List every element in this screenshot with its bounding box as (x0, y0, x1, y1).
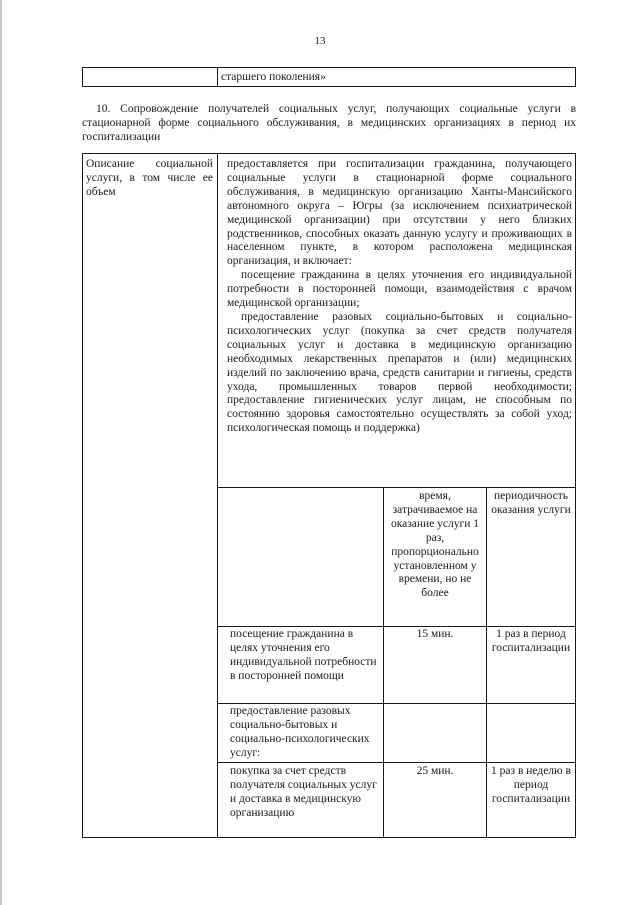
table-border-col1 (217, 153, 218, 838)
table-border-top (82, 153, 576, 154)
table-border-right (575, 153, 576, 838)
row-name: покупка за счет средств получателя социальных услуг и доставка в медицинскую организацию (230, 765, 377, 819)
row-frequency: 1 раз в период госпитализации (491, 628, 571, 654)
table-border-left (82, 153, 83, 838)
page-number: 13 (314, 35, 326, 47)
row-name: посещение гражданина в целях уточнения его индивидуальной потребности в посторонней помощи (230, 628, 377, 682)
service-description (227, 158, 572, 436)
top-row-border-mid (217, 67, 218, 87)
description-item-visit: посещение гражданина в целях уточнения его индивидуальной потребности в посторонней помощи, взаимодействия с врачом медицинской организации; (227, 269, 572, 310)
top-row-border-right (575, 67, 576, 87)
table-border-bottom (82, 837, 576, 838)
subtable-row3-top (217, 762, 576, 763)
service-label-cell: Описание социальной услуги, в том числе ее объем (86, 158, 213, 198)
scan-edge (0, 0, 2, 905)
top-row-line-top (82, 67, 576, 68)
top-row-text: старшего поколения» (221, 71, 326, 83)
description-item-services: предоставление разовых социально-бытовых и социально-психологических услуг (покупка за счет средств получателя социальных услуг и доставка в медицинскую организацию необходимых лекарственных препаратов и (или) медицинских изделий по заключению врача, средств санитарии и гигиены, средств ухода, промышленных товаров первой необходимости; предоставление гигиенических услуг лицам, не способным по состоянию здоровья самостоятельно осуществлять за собой уход; психологическая помощь и поддержка) (227, 310, 572, 435)
header-time: время, затрачиваемое на оказание услуги 1 раз, пропорционально установленном у времени, но не более (390, 490, 480, 600)
row-time: 25 мин. (416, 765, 454, 777)
subtable-row2-top (217, 703, 576, 704)
subtable-col-freq (486, 487, 487, 838)
row-time: 15 мин. (416, 628, 454, 640)
description-intro: предоставляется при госпитализации гражданина, получающего социальные услуги в стационарной форме социального обслуживания, в медицинскую организацию Ханты-Мансийского автономного округа – Югры (за исключением психиатрической медицинской организации) при отсутствии у него близких родственников, способных оказать данную услугу и проживающих в населенном пункте, в котором расположена медицинская организация, и включает: (227, 158, 572, 268)
subtable-col-time (383, 487, 384, 838)
row-frequency: 1 раз в неделю в период госпитализации (491, 765, 571, 805)
header-frequency: периодичность оказания услуги (491, 490, 571, 516)
subtable-header-top (217, 487, 576, 488)
row-name: предоставление разовых социально-бытовых и социально-психологических услуг: (230, 705, 370, 759)
subtable-row1-top (217, 626, 576, 627)
top-row-line-bottom (82, 86, 576, 87)
top-row-border-left (82, 67, 83, 87)
section-title: 10. Сопровождение получателей социальных услуг, получающих социальные услуги в стационарной форме социального обслуживания, в медицинских организациях в период их госпитализации (82, 103, 576, 143)
